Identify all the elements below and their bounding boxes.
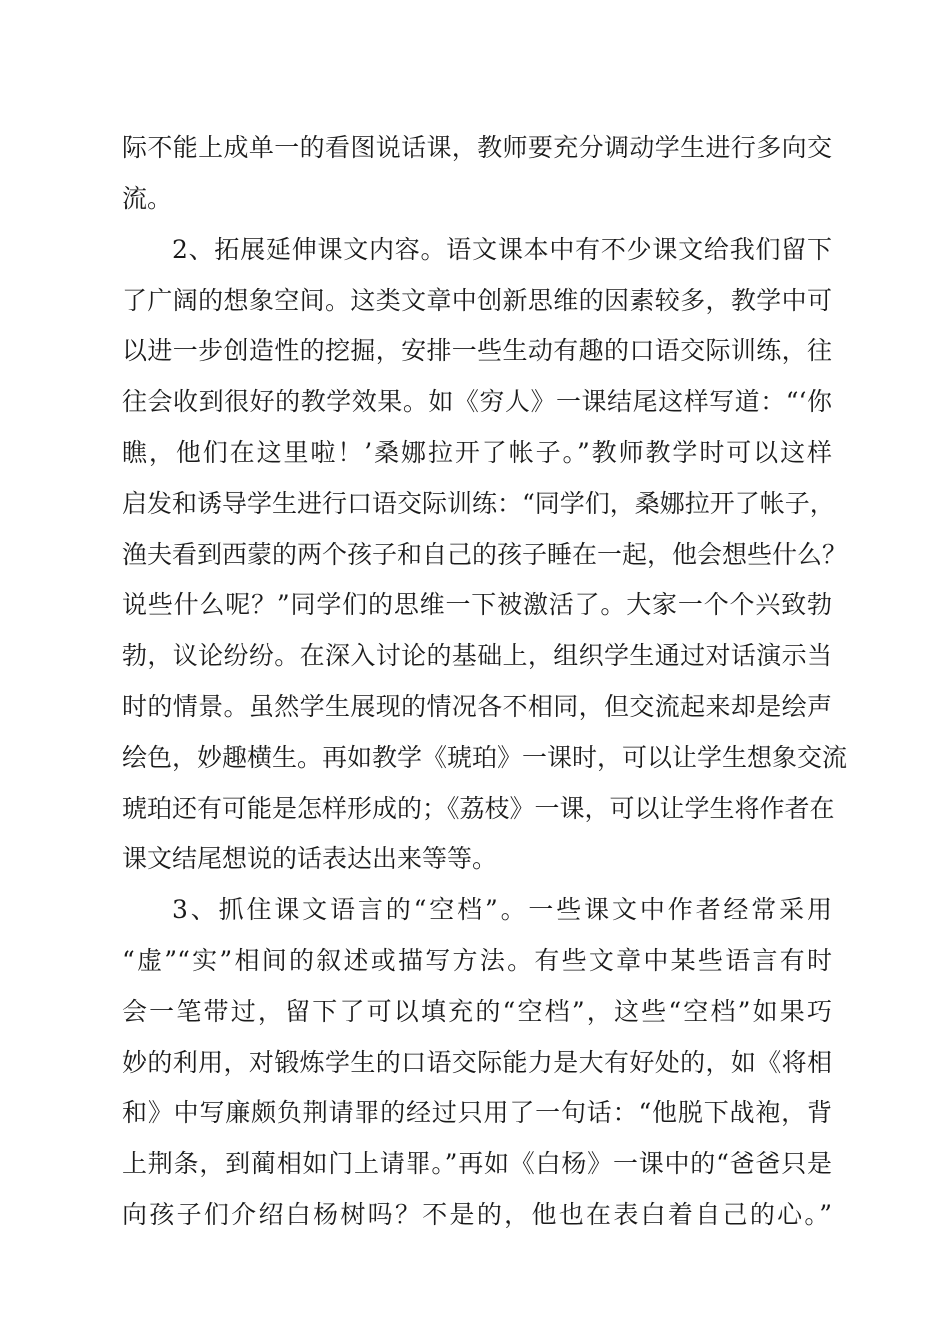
text-line: “虚”“实”相间的叙述或描写方法。有些文章中某些语言有时 bbox=[122, 946, 832, 975]
text-line: 往会收到很好的教学效果。如《穷人》一课结尾这样写道：“‘你 bbox=[122, 387, 832, 416]
text-line: 流。 bbox=[122, 184, 173, 213]
text-line: 瞧，他们在这里啦！’桑娜拉开了帐子。”教师教学时可以这样 bbox=[122, 438, 832, 467]
text-line: 时的情景。虽然学生展现的情况各不相同，但交流起来却是绘声 bbox=[122, 692, 832, 721]
text-line: 会一笔带过，留下了可以填充的“空档”，这些“空档”如果巧 bbox=[122, 997, 832, 1026]
text-line: 际不能上成单一的看图说话课，教师要充分调动学生进行多向交 bbox=[122, 133, 832, 162]
paragraph-first-line: 2、拓展延伸课文内容。语文课本中有不少课文给我们留下 bbox=[172, 235, 832, 264]
text-line: 上荆条，到蔺相如门上请罪。”再如《白杨》一课中的“爸爸只是 bbox=[122, 1149, 832, 1178]
text-line: 以进一步创造性的挖掘，安排一些生动有趣的口语交际训练，往 bbox=[122, 336, 832, 365]
text-line: 渔夫看到西蒙的两个孩子和自己的孩子睡在一起，他会想些什么？ bbox=[122, 540, 848, 569]
text-line: 和》中写廉颇负荆请罪的经过只用了一句话：“他脱下战袍，背 bbox=[122, 1098, 832, 1127]
text-line: 琥珀还有可能是怎样形成的；《荔枝》一课，可以让学生将作者在 bbox=[122, 794, 835, 823]
text-line: 妙的利用，对锻炼学生的口语交际能力是大有好处的，如《将相 bbox=[122, 1048, 832, 1077]
text-line: 说些什么呢？”同学们的思维一下被激活了。大家一个个兴致勃 bbox=[122, 590, 832, 619]
paragraph-first-line: 3、抓住课文语言的“空档”。一些课文中作者经常采用 bbox=[172, 895, 832, 924]
text-line: 向孩子们介绍白杨树吗？不是的，他也在表白着自己的心。” bbox=[122, 1200, 832, 1229]
text-line: 启发和诱导学生进行口语交际训练：“同学们，桑娜拉开了帐子， bbox=[122, 489, 835, 518]
text-line: 了广阔的想象空间。这类文章中创新思维的因素较多，教学中可 bbox=[122, 286, 832, 315]
text-line: 勃，议论纷纷。在深入讨论的基础上，组织学生通过对话演示当 bbox=[122, 641, 832, 670]
text-line: 课文结尾想说的话表达出来等等。 bbox=[122, 844, 498, 873]
text-line: 绘色，妙趣横生。再如教学《琥珀》一课时，可以让学生想象交流 bbox=[122, 743, 848, 772]
